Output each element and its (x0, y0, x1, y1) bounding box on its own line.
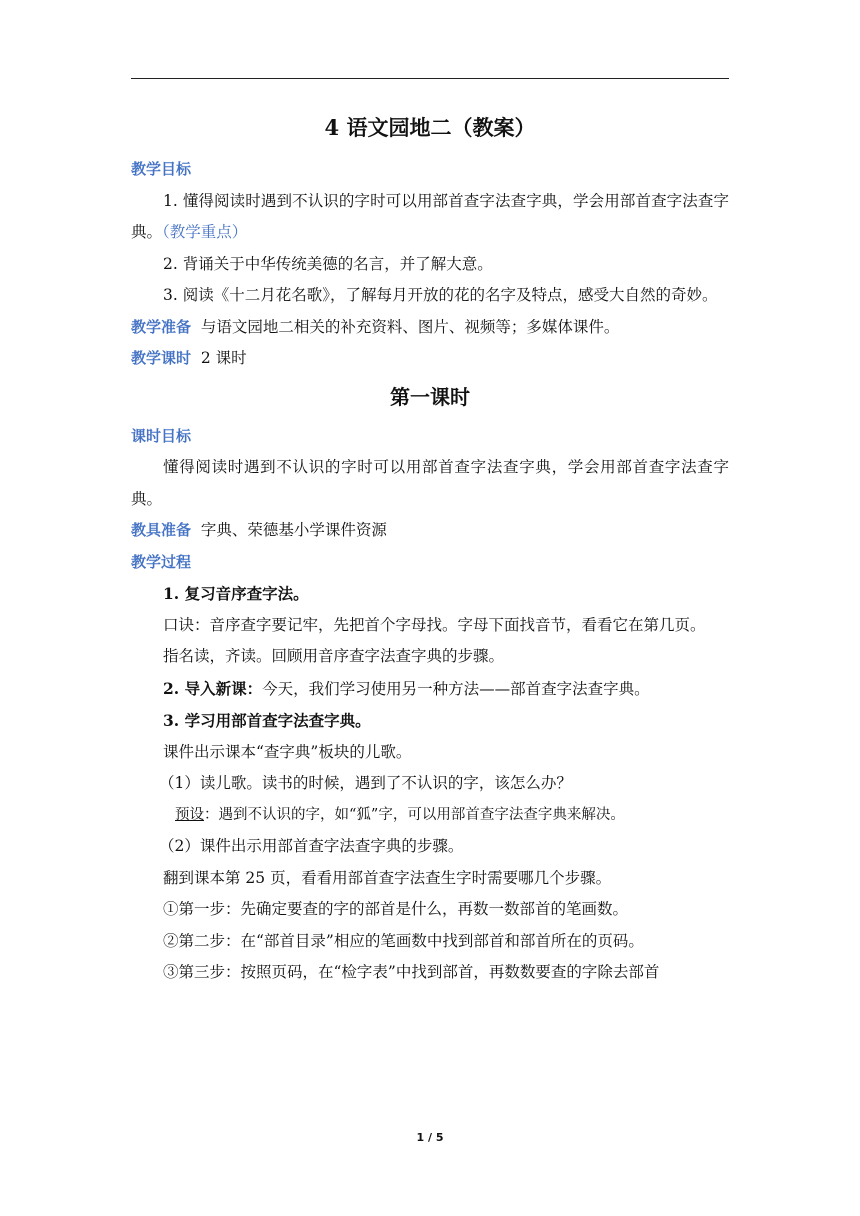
prep-heading: 教学准备 (131, 317, 192, 336)
lesson-goal-heading: 课时目标 (131, 426, 192, 445)
goal-2: 2. 背诵关于中华传统美德的名言，并了解大意。 (163, 254, 493, 273)
tools-line (131, 515, 729, 547)
step-b: ②第二步：在“部首目录”相应的笔画数中找到部首和部首所在的页码。 (163, 931, 644, 950)
lesson-title: 第一课时 (390, 384, 470, 409)
preset-label: 预设 (175, 806, 204, 823)
step-1: 1. 复习音序查字法。 (163, 584, 309, 603)
question-1: （1）读儿歌。读书的时候，遇到了不认识的字，该怎么办？ (159, 774, 572, 792)
goal-3: 3. 阅读《十二月花名歌》，了解每月开放的花的名字及特点，感受大自然的奇妙。 (163, 286, 718, 304)
page-number: 1 / 5 (416, 1131, 444, 1144)
header-rule (131, 78, 729, 79)
prep-line (131, 312, 729, 344)
goal-1: 1. 懂得阅读时遇到不认识的字时可以用部首查字法查字典，学会用部首查字法查字典。（教学重点） (131, 191, 729, 241)
prep-text: 与语文园地二相关的补充资料、图片、视频等；多媒体课件。 (200, 317, 620, 336)
key-point-note: （教学重点） (162, 223, 248, 241)
step-a: ①第一步：先确定要查的字的部首是什么，再数一数部首的笔画数。 (163, 900, 629, 918)
question-2: （2）课件出示用部首查字法查字典的步骤。 (159, 837, 464, 855)
tools-text: 字典、荣德基小学课件资源 (200, 521, 387, 539)
step-1-read: 指名读，齐读。回顾用音序查字法查字典的步骤。 (163, 647, 505, 665)
lesson-goal-text: 懂得阅读时遇到不认识的字时可以用部首查字法查字典，学会用部首查字法查字典。 (131, 458, 729, 508)
step-3-intro: 课件出示课本“查字典”板块的儿歌。 (163, 742, 412, 761)
document-body (131, 112, 729, 989)
hours-heading: 教学课时 (131, 349, 192, 367)
preset-answer: 预设：遇到不认识的字，如“狐”字，可以用部首查字法查字典来解决。 (175, 806, 625, 823)
tools-heading: 教具准备 (131, 521, 192, 539)
process-heading: 教学过程 (131, 552, 192, 571)
step-1-chant: 口诀：音序查字要记牢，先把首个字母找。字母下面找音节，看看它在第几页。 (163, 615, 706, 634)
step-2: 2. 导入新课：今天，我们学习使用另一种方法——部首查字法查字典。 (163, 678, 650, 698)
hours-text: 2 课时 (200, 349, 247, 367)
goals-heading: 教学目标 (131, 160, 192, 178)
step-3: 3. 学习用部首查字法查字典。 (163, 711, 371, 730)
turn-to-page: 翻到课本第 25 页，看看用部首查字法查生字时需要哪几个步骤。 (163, 868, 612, 887)
step-c: ③第三步：按照页码，在“检字表”中找到部首，再数数要查的字除去部首 (163, 963, 660, 981)
document-title: 4 语文园地二（教案） (324, 115, 536, 140)
hours-line (131, 343, 729, 375)
